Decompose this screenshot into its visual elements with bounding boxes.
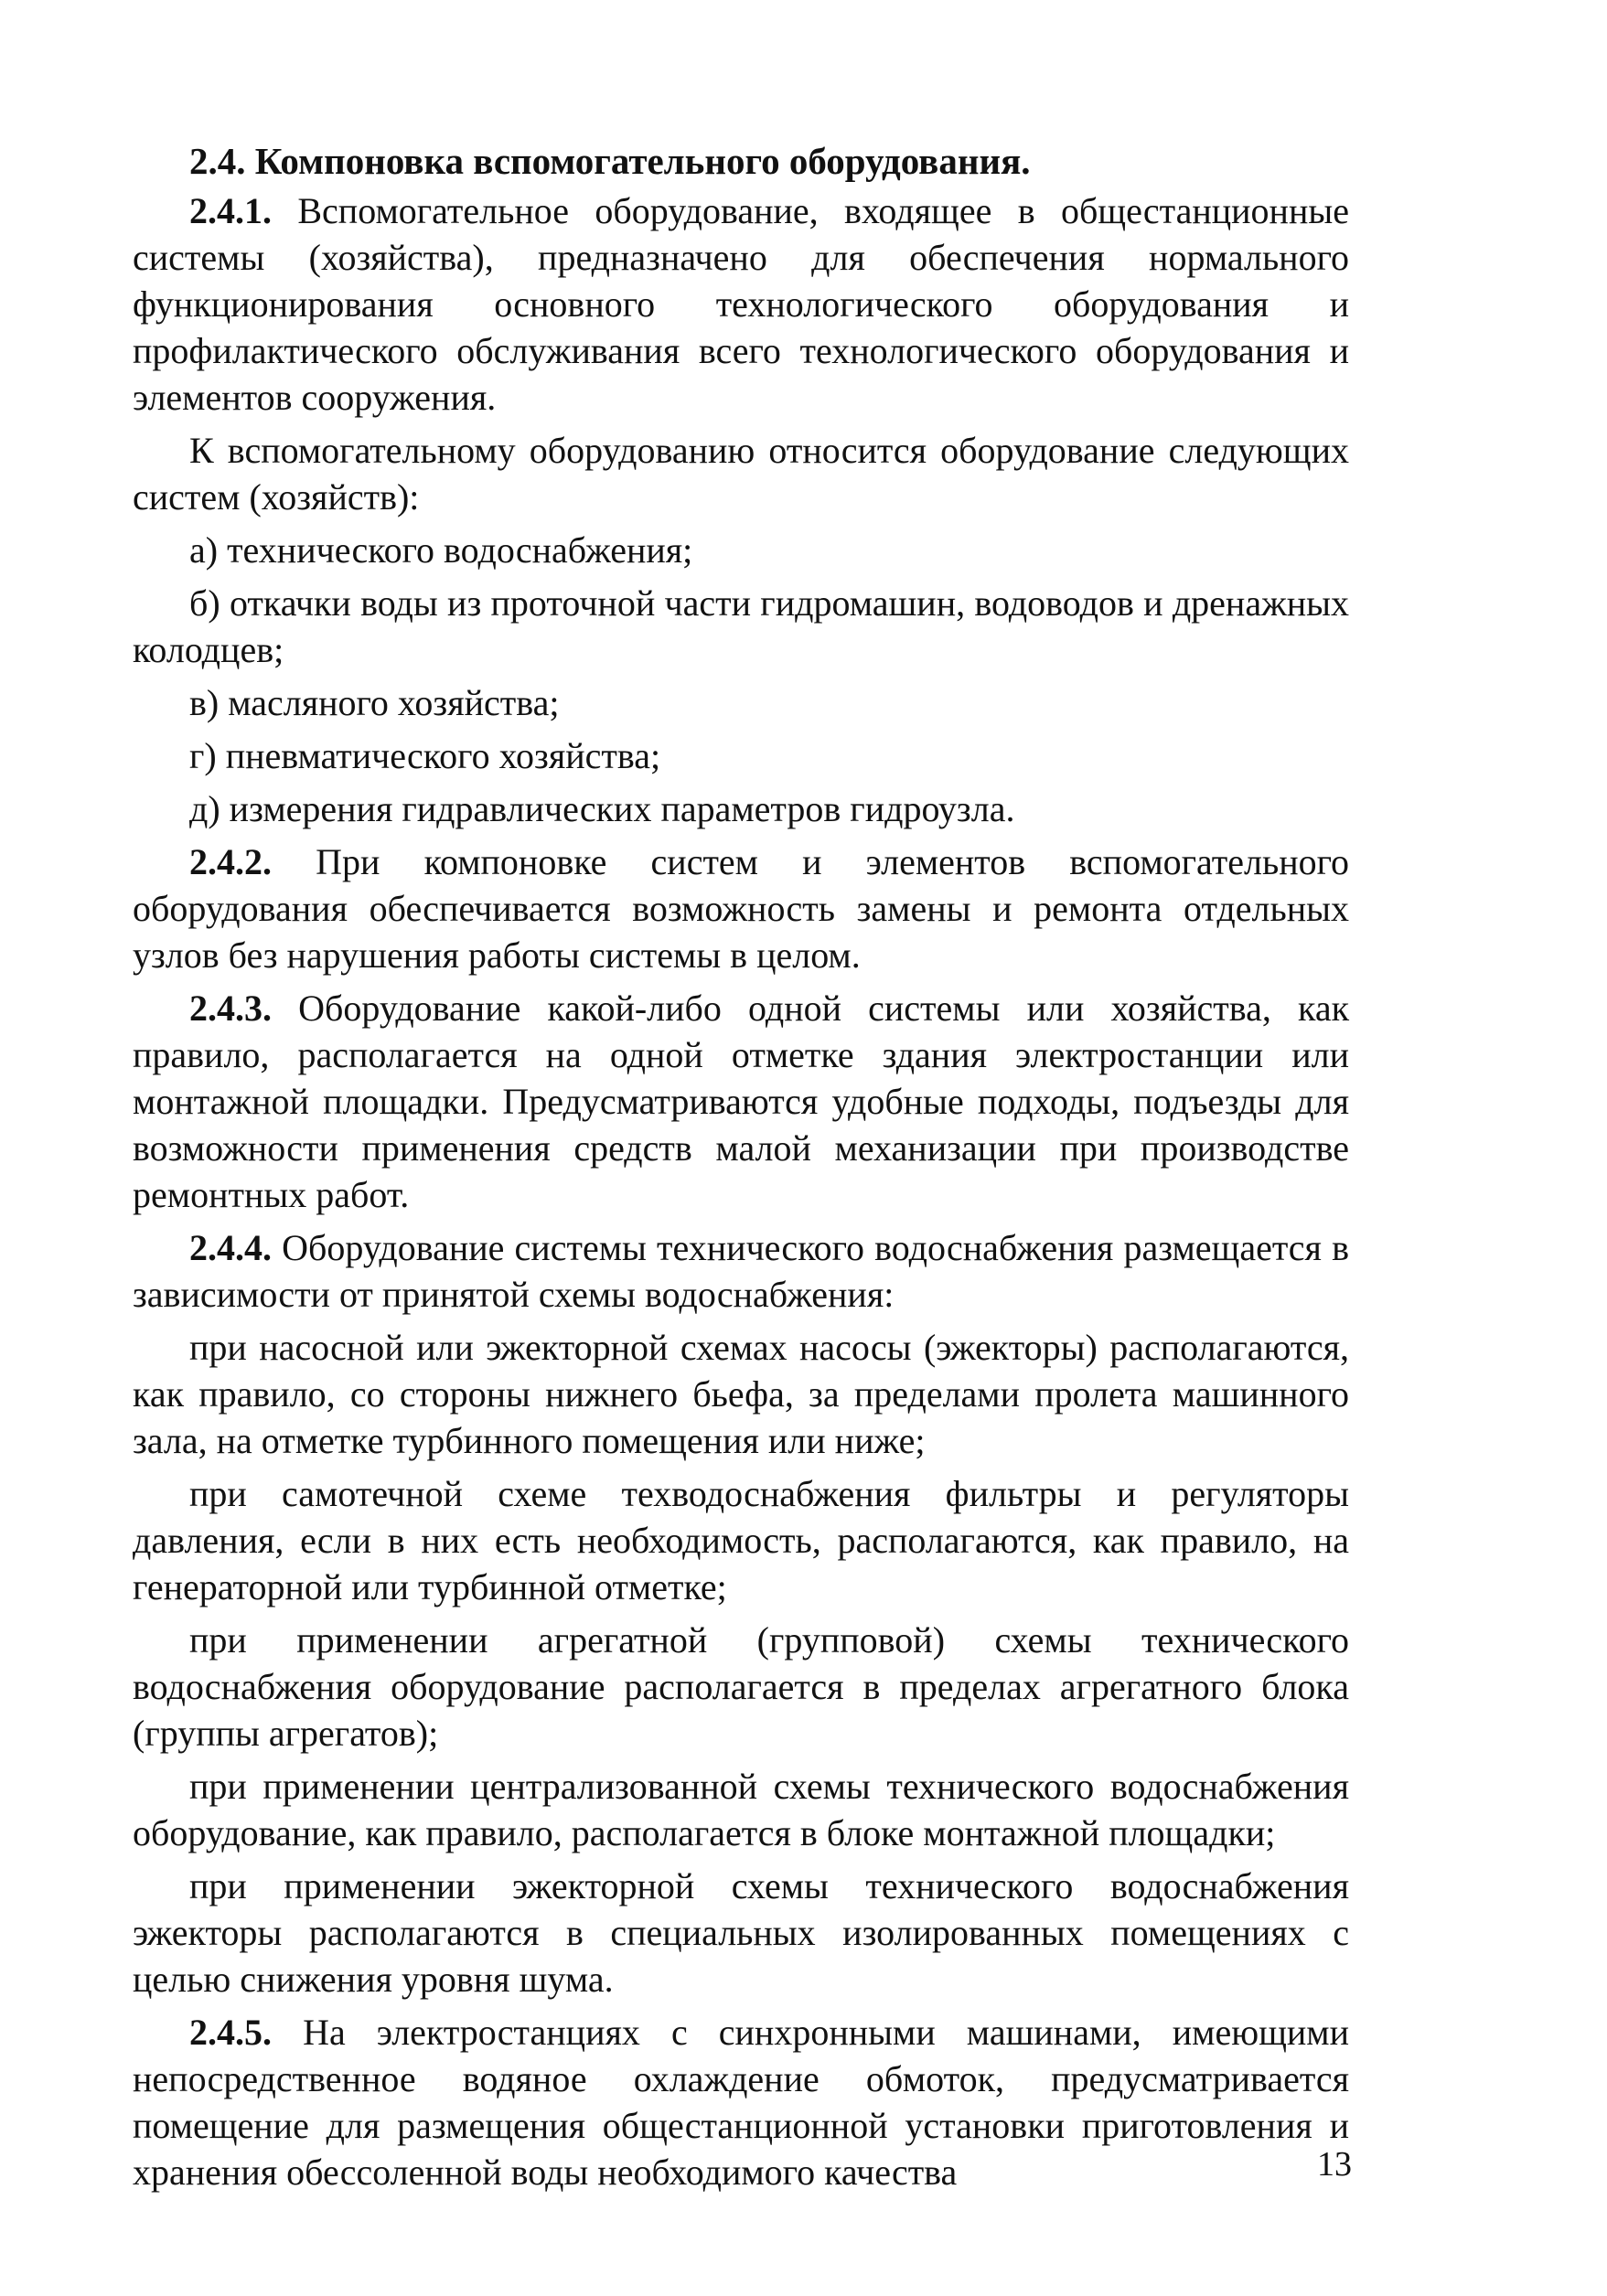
paragraph-text: Оборудование системы технического водоснабжения размещается в зависимости от принятой схемы водоснабжения: — [133, 1227, 1350, 1315]
subparagraph: при применении агрегатной (групповой) схемы технического водоснабжения оборудование располагается в пределах агрегатного блока (группы агрегатов); — [133, 1619, 1349, 1754]
subparagraph: при применении эжекторной схемы технического водоснабжения эжекторы располагаются в специальных изолированных помещениях с целью снижения уровня шума. — [133, 1865, 1349, 2000]
paragraph-number: 2.4.2. — [189, 841, 272, 882]
list-item: а) технического водоснабжения; — [189, 529, 693, 571]
section-heading — [133, 137, 1349, 185]
section-title: Компоновка вспомогательного оборудования. — [254, 140, 1031, 182]
subparagraph: при применении централизованной схемы технического водоснабжения оборудование, как правило, располагается в блоке монтажной площадки; — [133, 1766, 1349, 1853]
section-number: 2.4. — [189, 140, 246, 182]
paragraph-2-4-5 — [133, 2009, 1349, 2195]
paragraph-number: 2.4.1. — [189, 190, 272, 231]
subparagraph: при насосной или эжекторной схемах насосы (эжекторы) располагаются, как правило, со стороны нижнего бьефа, за пределами пролета машинного зала, на отметке турбинного помещения или ниже; — [133, 1327, 1349, 1461]
paragraph-text: Оборудование какой-либо одной системы или хозяйства, как правило, располагается на одной отметке здания электростанции или монтажной площадки. Предусматриваются удобные подходы, подъезды для возможности применения средств малой механизации при производстве ремонтных работ. — [133, 988, 1350, 1215]
list-item: г) пневматического хозяйства; — [189, 735, 661, 776]
page-body — [133, 137, 1349, 2202]
list-item: б) откачки воды из проточной части гидромашин, водоводов и дренажных колодцев; — [133, 582, 1349, 670]
paragraph-2-4-2 — [133, 838, 1349, 978]
paragraph-2-4-3 — [133, 985, 1349, 1218]
paragraph-2-4-1 — [133, 187, 1349, 421]
page-number: 13 — [1317, 2145, 1352, 2184]
list-item: в) масляного хозяйства; — [189, 682, 560, 723]
paragraph-text: Вспомогательное оборудование, входящее в общестанционные системы (хозяйства), предназначено для обеспечения нормального функционирования основного технологического оборудования и профилактического обслуживания всего технологического оборудования и элементов сооружения. — [133, 190, 1349, 418]
paragraph-number: 2.4.4. — [189, 1227, 272, 1268]
paragraph-2-4-4 — [133, 1224, 1349, 1318]
paragraph-text: На электростанциях с синхронными машинами, имеющими непосредственное водяное охлаждение обмоток, предусматривается помещение для размещения общестанционной установки приготовления и хранения обессоленной воды необходимого качества — [133, 2012, 1350, 2193]
list-item: д) измерения гидравлических параметров гидроузла. — [189, 788, 1015, 829]
paragraph-text: При компоновке систем и элементов вспомогательного оборудования обеспечивается возможность замены и ремонта отдельных узлов без нарушения работы системы в целом. — [133, 841, 1350, 976]
subparagraph: при самотечной схеме техводоснабжения фильтры и регуляторы давления, если в них есть необходимость, располагаются, как правило, на генераторной или турбинной отметке; — [133, 1473, 1349, 1607]
paragraph-number: 2.4.3. — [189, 988, 272, 1029]
paragraph-number: 2.4.5. — [189, 2012, 272, 2053]
list-intro: К вспомогательному оборудованию относится оборудование следующих систем (хозяйств): — [133, 430, 1349, 518]
